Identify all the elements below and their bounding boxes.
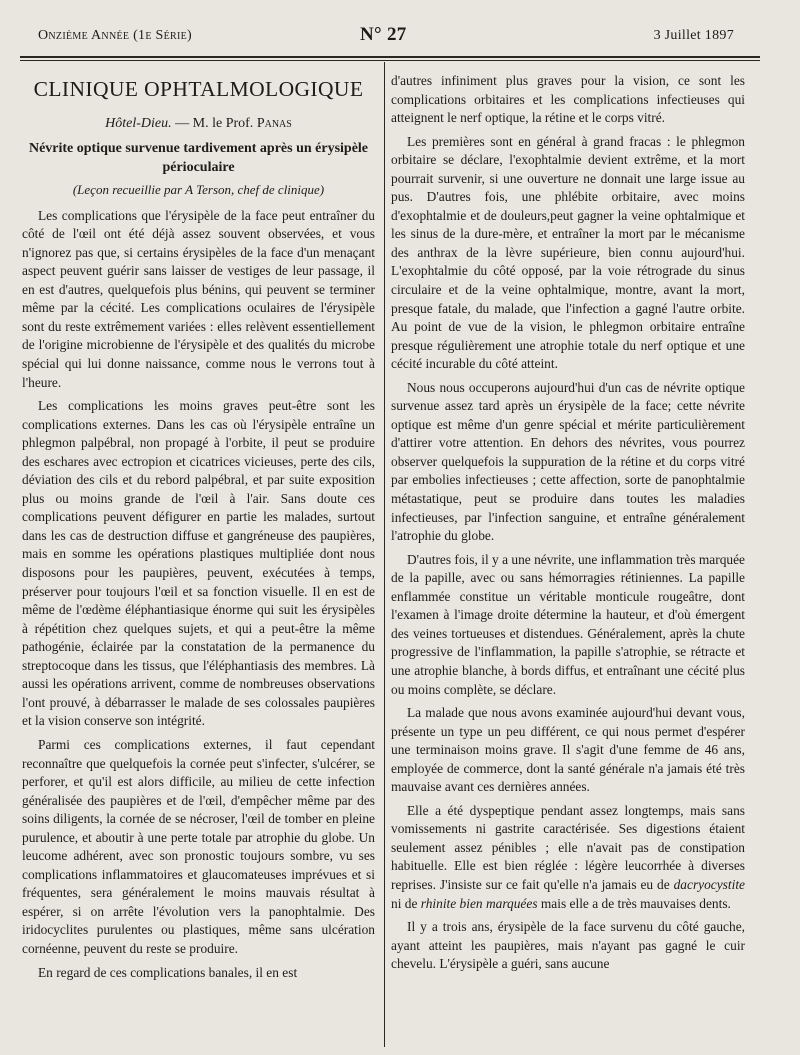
right-paragraph-3: Nous nous occuperons aujourd'hui d'un cas de névrite optique survenue assez tard après un érysipèle de la face; cette névrite optique est même d'un genre spécial et mérite particulièrement d'attirer votre attention. En dehors des névrites, vous pourrez observer quelquefois la suppuration de la rétine et du corps vitré par embolies infectieuses ; cette affection, sorte de panophtalmie métastatique, peut se produire dans toutes les maladies infectieuses, par l'infection sanguine, et entraîne généralement l'atrophie du globe.: [391, 379, 745, 544]
left-paragraph-3: Parmi ces complications externes, il faut cependant reconnaître que quelquefois la cornée peut s'infecter, s'ulcérer, se perforer, et qu'il est alors difficile, au milieu de cette infection généralisée des paupières et de l'œil, d'empêcher même par des soins diligents, la cornée de se nécroser, l'œil de tomber en pleine purulence, et aboutir à une perte totale par atrophie du globe. Un leucome adhérent, avec son pronostic toujours sombre, vu ses complications inflammatoires et glaucomateuses imprévues et si fréquentes, sera généralement le moins mauvais résultat à espérer, si on arrête l'évolution vers la panophtalmie. Des iridocyclites purulentes ou plastiques, même sans ulcération cornéenne, peuvent du reste se produire.: [22, 736, 375, 956]
right-paragraph-7: Il y a trois ans, érysipèle de la face survenu du côté gauche, ayant atteint les paupières, mais n'ayant pas gagné le cuir chevelu. L'érysipèle a guéri, sans aucune: [391, 919, 745, 972]
right-paragraph-6-text: Elle a été dyspeptique pendant assez longtemps, mais sans vomissements ni gastrite caractérisée. Ses digestions étaient seulement assez pénibles ; elle n'avait pas de constipation habituelle. Elle est bien réglée : légère leucorrhée à diverses reprises. J'insiste sur ce fait qu'elle n'a jamais eu de: [391, 802, 745, 892]
header-volume: Onzième Année (1e Série): [38, 28, 193, 43]
byline-author: Panas: [256, 115, 292, 131]
header-rule-thin: [20, 60, 760, 61]
header-rule: [20, 56, 760, 58]
left-paragraph-4: En regard de ces complications banales, il en est: [38, 964, 298, 980]
running-header: [38, 24, 734, 50]
italic-term-dacryocystite: dacryocystite: [673, 876, 745, 892]
column-divider: [384, 62, 385, 1047]
section-title: CLINIQUE OPHTALMOLOGIQUE: [33, 77, 364, 101]
right-paragraph-5: La malade que nous avons examinée aujourd'hui devant vous, présente un type un peu différent, ce qui nous permet d'espérer une terminaison moins grave. Il s'agit d'une femme de 46 ans, employée de commerce, dont la santé générale n'a jamais été très mauvaise avant ces dernières années.: [391, 705, 745, 795]
italic-connector: ni de: [391, 895, 421, 911]
right-column: [391, 72, 745, 979]
left-paragraph-2: Les complications les moins graves peut-être sont les complications externes. Dans les cas où l'érysipèle entraîne un phlegmon palpébral, non propagé à l'orbite, il peut se produire des eschares avec ectropion et cicatrices vicieuses, perte des cils, déviation des cils et du rebord palpébral, et par suite exposition plus ou moins grande de l'œil à l'air. Sans doute ces complications peuvent défigurer en partie les malades, surtout dans les cas de destruction diffuse et gangréneuse des paupières, mais en somme les opérations plastiques multipliée dont nous disposons pour les paupières, peuvent, exécutées à temps, préserver pour toujours l'œil et sa fonction visuelle. Il en est de même de l'œdème éléphantiasique énorme qui suit les érysipèles à répétition chez quelques sujets, et qui a peut-être la même pathogénie, éclairée par la constatation de la permanence du streptocoque dans les tissus, que l'éléphantiasis des membres. Là aussi les opérations arrivent, comme de nombreuses observations l'ont prouvé, à débarrasser le malade de ses colossales paupières et la vision conserve son intégrité.: [22, 398, 375, 729]
byline: [22, 115, 375, 134]
italic-term-rhinite: rhinite bien marquées: [420, 895, 538, 911]
left-column: [22, 72, 375, 987]
right-paragraph-1: d'autres infiniment plus graves pour la vision, ce sont les complications orbitaires et les complications infectieuses qui atteignent le nerf optique, la rétine et le corps vitré.: [391, 73, 745, 126]
right-paragraph-4: D'autres fois, il y a une névrite, une inflammation très marquée de la papille, avec ou sans hémorragies rétiniennes. La papille enflammée constitue un véritable monticule rougeâtre, dont l'examen à l'image droite détermine la hauteur, et d'où émergent des veines tortueuses et distendues. Généralement, après la chute progressive de l'inflammation, la papille s'atrophie, se rétracte et une atrophie blanche, à bords diffus, et entraînant une cécité plus ou moins complète, se déclare.: [391, 551, 745, 697]
byline-sep: — M. le Prof.: [175, 115, 254, 131]
right-paragraph-6: [391, 802, 745, 913]
header-issue-number: N° 27: [360, 24, 407, 45]
right-paragraph-2: Les premières sont en général à grand fracas : le phlegmon orbitaire se déclare, l'exophtalmie devient extrême, et la mort pourrait survenir, si une ouverture ne donnait une large issue au pus. D'autres fois, une phlébite orbitaire, avec moins d'exophtalmie et de douleurs,peut gagner la veine ophtalmique et les sinus de la dure-mère, et entraîner la mort par le mécanisme des anthrax de la lèvre supérieure, bien connu aujourd'hui. L'exophtalmie du côté opposé, par la voie rétrograde du sinus circulaire et de la veine ophtalmique, montre, avant la mort, presque fatale, du malade, que l'infection a gagné l'autre orbite. Au point de vue de la vision, le phlegmon orbitaire entraîne presque régulièrement une atrophie totale du nerf optique et une cécité incurable du côté atteint.: [391, 133, 745, 372]
header-date: 3 Juillet 1897: [653, 28, 734, 43]
right-paragraph-6-tail: mais elle a de très mauvaises dents.: [537, 895, 731, 911]
article-title: Névrite optique survenue tardivement après un érysipèle périoculaire: [28, 141, 369, 176]
byline-hospital: Hôtel-Dieu.: [105, 115, 172, 131]
left-paragraph-1: Les complications que l'érysipèle de la face peut entraîner du côté de l'œil ont été déjà assez souvent observées, et vous n'ignorez pas que, si certains érysipèles de la face d'un menaçant aspect peuvent guérir sans laisser de vestiges de leur passage, il en est d'autres, quelquefois plus bénins, qui peuvent se terminer même par la cécité. Les complications oculaires de l'érysipèle sont du reste extrêmement variées : elles relèvent essentiellement de l'origine microbienne de l'érysipèle et des qualités du microbe spécial qui lui donne naissance, comme nous le verrons tout à l'heure.: [22, 207, 375, 390]
lecon-note: (Leçon recueillie par A Terson, chef de clinique): [72, 182, 325, 198]
